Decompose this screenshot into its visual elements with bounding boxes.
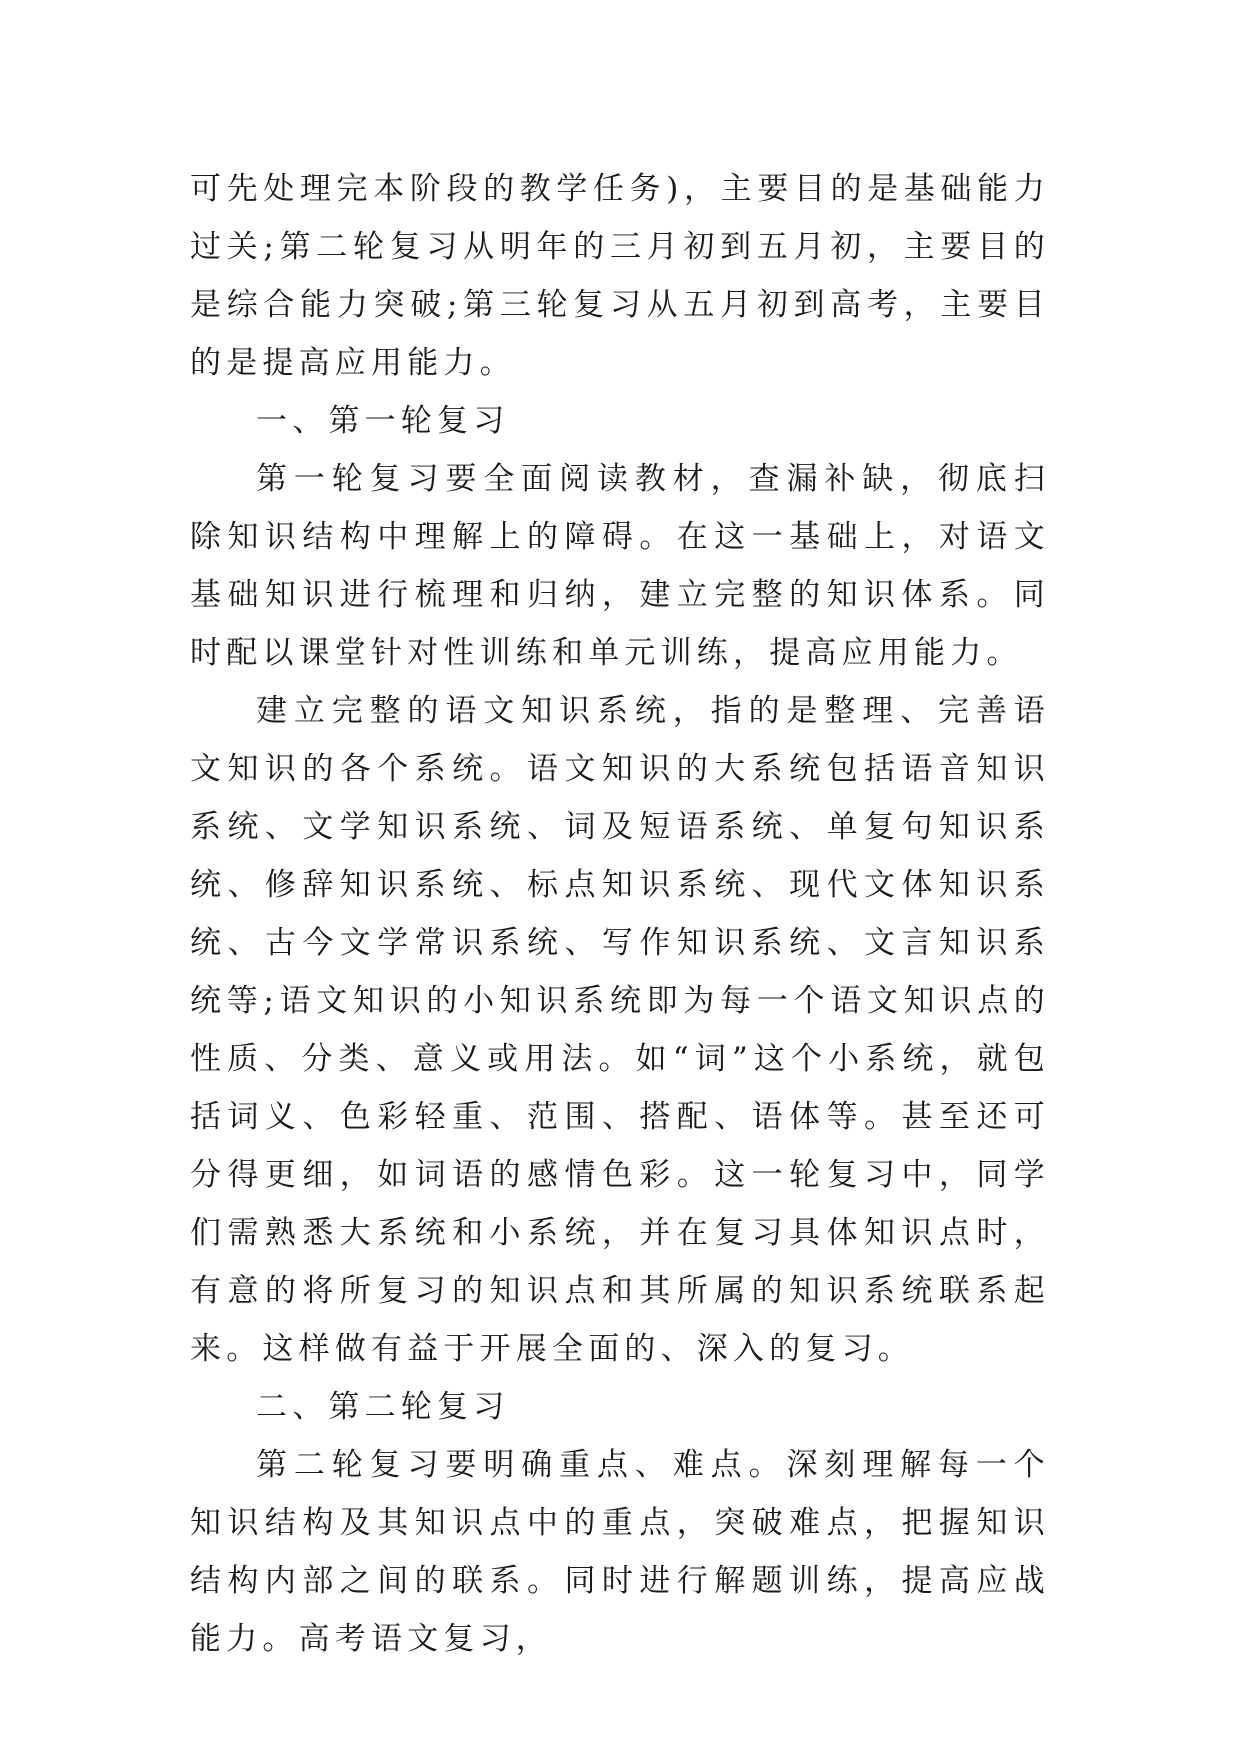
paragraph-round-one-intro: 第一轮复习要全面阅读教材，查漏补缺，彻底扫除知识结构中理解上的障碍。在这一基础上，对语文基础知识进行梳理和归纳，建立完整的知识体系。同时配以课堂针对性训练和单元训练，提高应用能力。 — [190, 461, 1050, 671]
section-heading-round-one: 一、第一轮复习 — [256, 403, 510, 439]
paragraph-round-two-intro: 第二轮复习要明确重点、难点。深刻理解每一个知识结构及其知识点中的重点，突破难点，把握知识结构内部之间的联系。同时进行解题训练，提高应战能力。高考语文复习， — [190, 1447, 1050, 1657]
paragraph-knowledge-system: 建立完整的语文知识系统，指的是整理、完善语文知识的各个系统。语文知识的大系统包括语音知识系统、文学知识系统、词及短语系统、单复句知识系统、修辞知识系统、标点知识系统、现代文体知识系统、古今文学常识系统、写作知识系统、文言知识系统等;语文知识的小知识系统即为每一个语文知识点的性质、分类、意义或用法。如“词”这个小系统，就包括词义、色彩轻重、范围、搭配、语体等。甚至还可分得更细，如词语的感情色彩。这一轮复习中，同学们需熟悉大系统和小系统，并在复习具体知识点时，有意的将所复习的知识点和其所属的知识系统联系起来。这样做有益于开展全面的、深入的复习。 — [190, 693, 1050, 1367]
paragraph-continuation: 可先处理完本阶段的教学任务)，主要目的是基础能力过关;第二轮复习从明年的三月初到五月初，主要目的是综合能力突破;第三轮复习从五月初到高考，主要目的是提高应用能力。 — [190, 171, 1050, 381]
document-body — [190, 160, 1050, 1668]
section-heading-round-two: 二、第二轮复习 — [256, 1389, 510, 1425]
